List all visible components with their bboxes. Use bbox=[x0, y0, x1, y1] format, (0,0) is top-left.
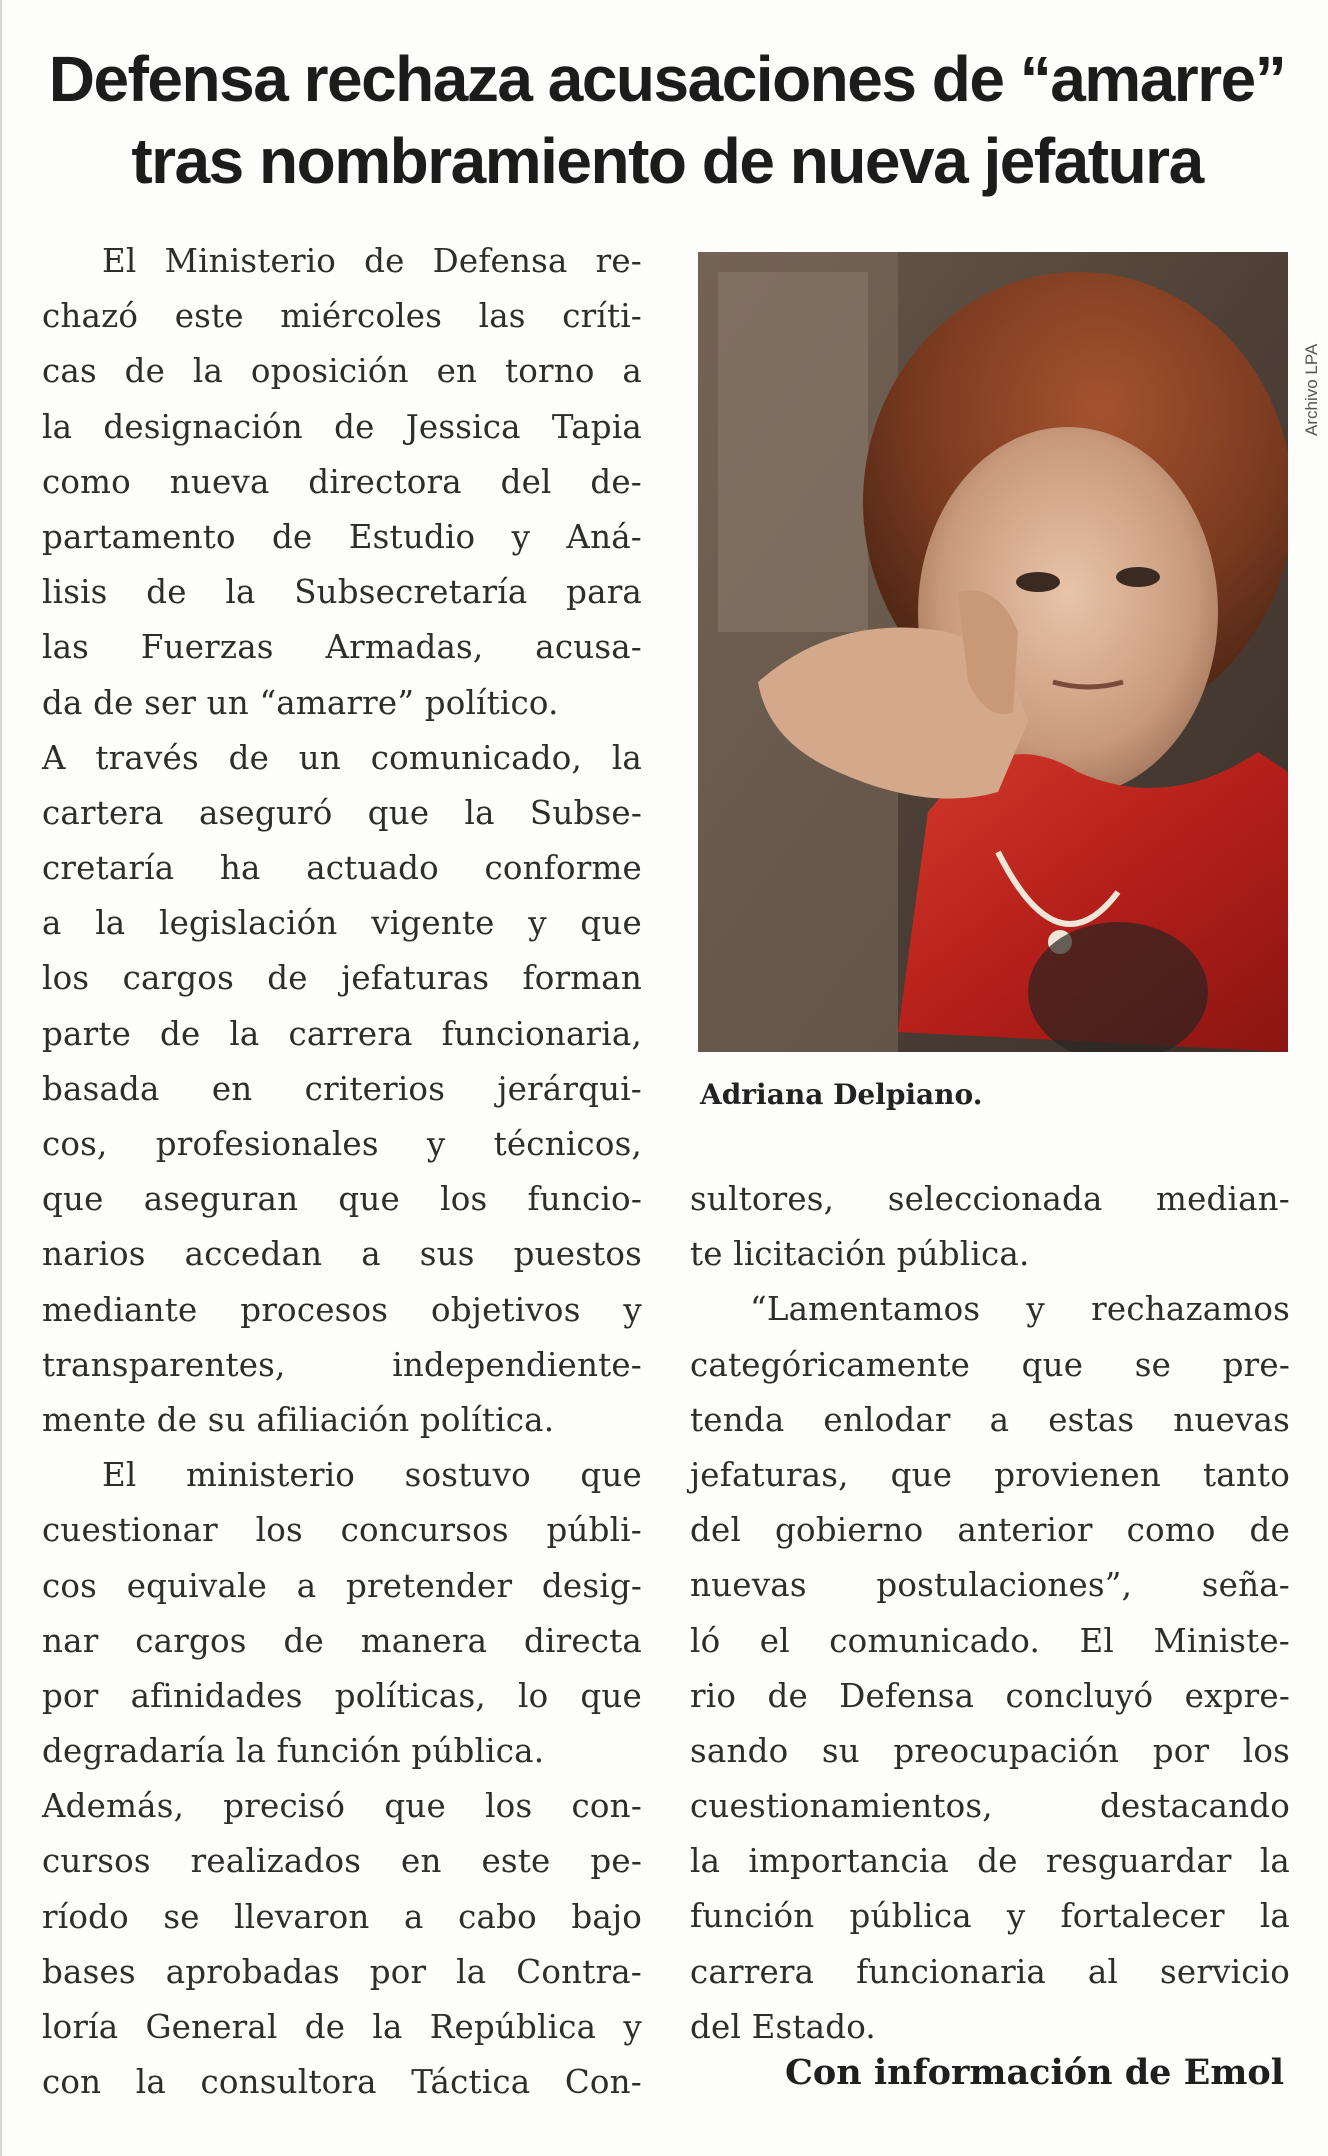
text-line: rio de Defensa concluyó expre- bbox=[690, 1676, 1290, 1715]
text-line: la designación de Jessica Tapia bbox=[42, 407, 642, 446]
text-line: a la legislación vigente y que bbox=[42, 904, 642, 943]
byline: Con información de Emol bbox=[785, 2052, 1284, 2093]
text-line: categóricamente que se pre- bbox=[690, 1345, 1290, 1384]
text-line: El ministerio sostuvo que bbox=[102, 1456, 642, 1495]
headline-line-1: Defensa rechaza acusaciones de “amarre” bbox=[48, 43, 1286, 115]
text-line: por afinidades políticas, lo que bbox=[42, 1676, 642, 1715]
text-line: cos, profesionales y técnicos, bbox=[42, 1125, 642, 1163]
text-line: carrera funcionaria al servicio bbox=[690, 1952, 1290, 1991]
text-line: A través de un comunicado, la bbox=[42, 738, 642, 777]
text-line: con la consultora Táctica Con- bbox=[42, 2063, 642, 2102]
text-line: chazó este miércoles las críti- bbox=[42, 297, 642, 336]
text-line: narios accedan a sus puestos bbox=[42, 1235, 642, 1274]
text-line: tenda enlodar a estas nuevas bbox=[690, 1400, 1290, 1439]
text-line: loría General de la República y bbox=[42, 2008, 642, 2046]
text-line: sultores, seleccionada median- bbox=[690, 1180, 1290, 1218]
text-line: los cargos de jefaturas forman bbox=[42, 959, 642, 998]
text-line: nar cargos de manera directa bbox=[42, 1621, 642, 1660]
article-column-1 bbox=[42, 234, 642, 2110]
text-line: bases aprobadas por la Contra- bbox=[42, 1952, 642, 1991]
text-line: degradaría la función pública. bbox=[42, 1732, 545, 1771]
text-line: cas de la oposición en torno a bbox=[42, 352, 642, 391]
text-line: ló el comunicado. El Ministe- bbox=[690, 1621, 1290, 1660]
text-line: te licitación pública. bbox=[690, 1235, 1030, 1274]
text-line: que aseguran que los funcio- bbox=[42, 1180, 642, 1219]
portrait-illustration bbox=[698, 252, 1288, 1052]
text-line: nuevas postulaciones”, seña- bbox=[690, 1566, 1290, 1605]
text-line: “Lamentamos y rechazamos bbox=[750, 1290, 1290, 1329]
text-line: basada en criterios jerárqui- bbox=[42, 1069, 642, 1108]
article-column-2 bbox=[690, 1172, 1290, 2055]
text-line: parte de la carrera funcionaria, bbox=[42, 1014, 642, 1053]
text-line: función pública y fortalecer la bbox=[690, 1897, 1290, 1936]
text-line: como nueva directora del de- bbox=[42, 462, 642, 501]
text-line: mente de su afiliación política. bbox=[42, 1400, 555, 1439]
text-line: cuestionar los concursos públi- bbox=[42, 1511, 642, 1550]
text-line: cos equivale a pretender desig- bbox=[42, 1566, 642, 1605]
text-line: jefaturas, que provienen tanto bbox=[690, 1455, 1290, 1494]
text-line: partamento de Estudio y Aná- bbox=[42, 517, 642, 556]
text-line: cartera aseguró que la Subse- bbox=[42, 793, 642, 832]
text-line: da de ser un “amarre” político. bbox=[42, 683, 559, 722]
portrait-photo bbox=[698, 252, 1288, 1052]
text-line: El Ministerio de Defensa re- bbox=[102, 242, 642, 280]
text-line: mediante procesos objetivos y bbox=[42, 1290, 642, 1329]
text-line: cursos realizados en este pe- bbox=[42, 1842, 642, 1881]
text-line: la importancia de resguardar la bbox=[690, 1842, 1290, 1881]
text-line: cuestionamientos, destacando bbox=[690, 1787, 1290, 1826]
text-line: transparentes, independiente- bbox=[42, 1345, 642, 1384]
photo-caption: Adriana Delpiano. bbox=[700, 1078, 983, 1111]
text-line: las Fuerzas Armadas, acusa- bbox=[42, 628, 642, 667]
text-line: cretaría ha actuado conforme bbox=[42, 849, 642, 888]
text-line: sando su preocupación por los bbox=[690, 1731, 1290, 1770]
text-line: lisis de la Subsecretaría para bbox=[42, 573, 642, 612]
text-line: Además, precisó que los con- bbox=[42, 1787, 642, 1826]
text-line: del Estado. bbox=[690, 2007, 876, 2046]
text-line: ríodo se llevaron a cabo bajo bbox=[42, 1897, 642, 1936]
photo-credit: Archivo LPA bbox=[1302, 343, 1321, 436]
headline-line-2: tras nombramiento de nueva jefatura bbox=[131, 125, 1203, 197]
headline bbox=[42, 38, 1292, 202]
text-line: del gobierno anterior como de bbox=[690, 1511, 1290, 1550]
